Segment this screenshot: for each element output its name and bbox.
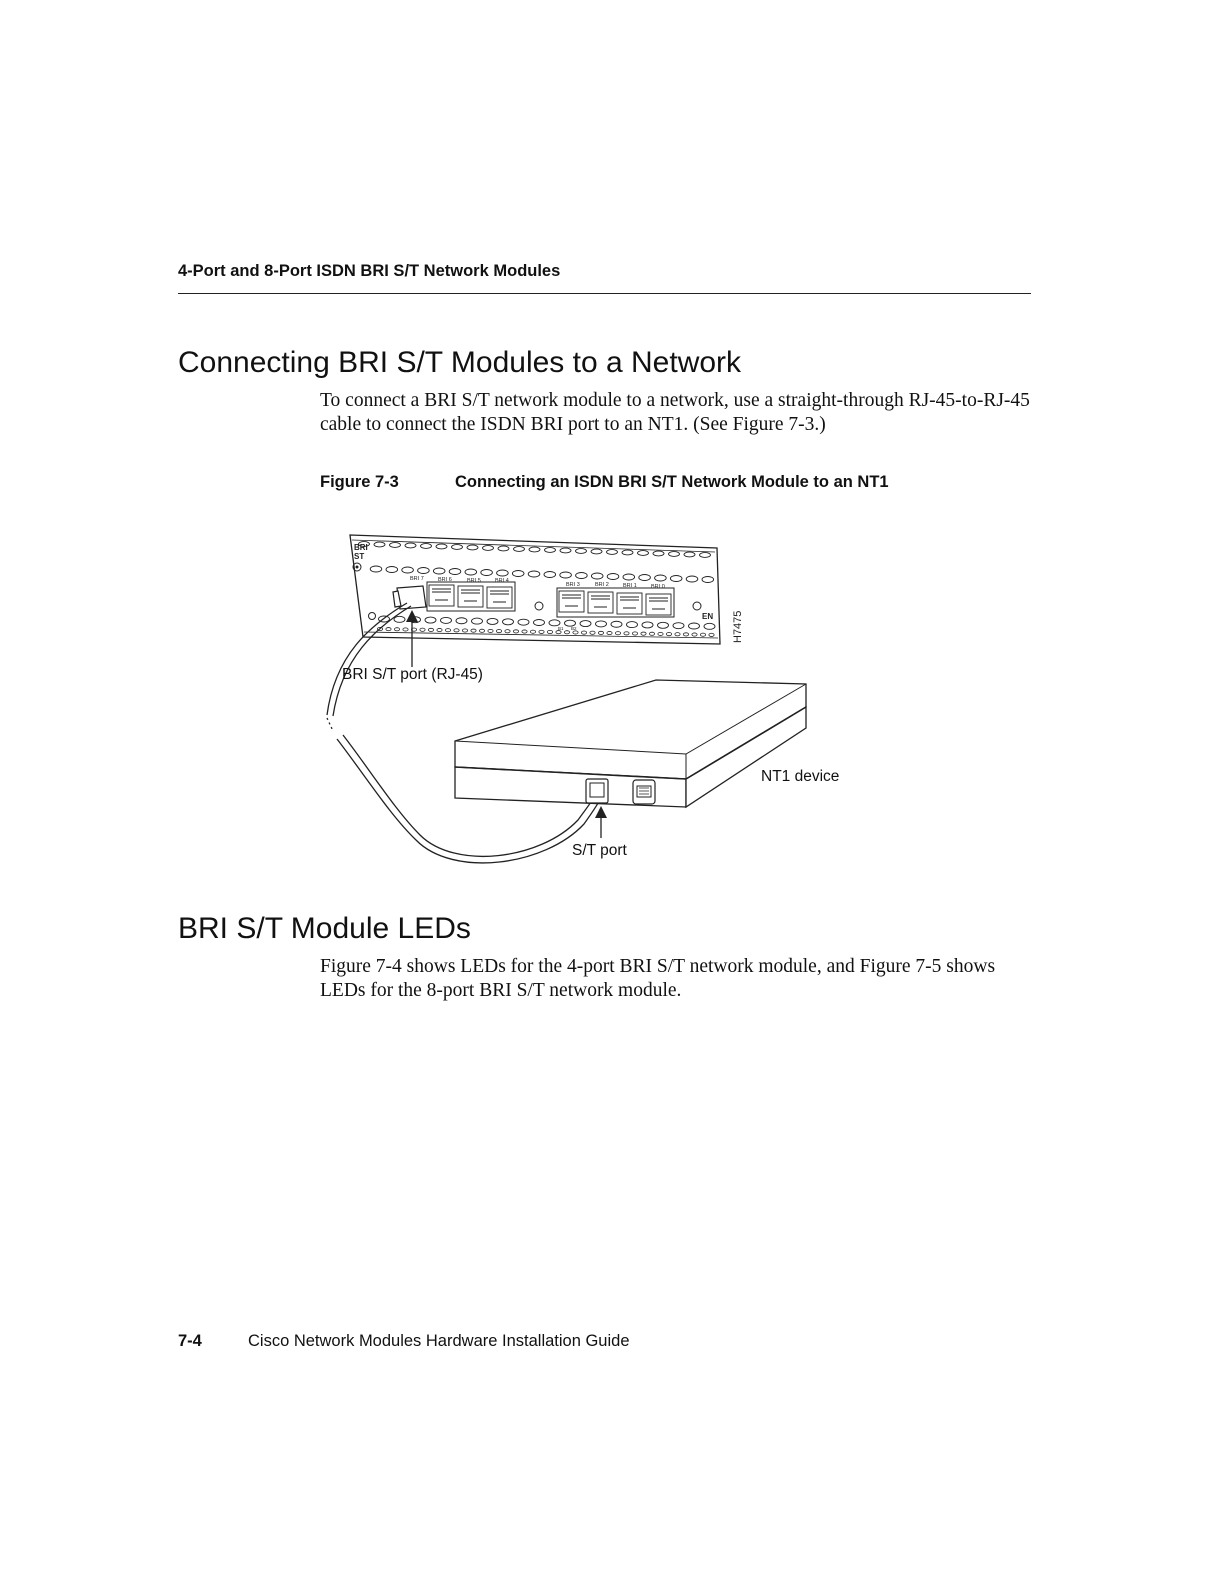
rj45-plug — [393, 586, 426, 609]
en-label: EN — [702, 612, 714, 621]
callout-nt1: NT1 device — [761, 768, 840, 785]
port-label-bri-7: BRI 7 — [410, 576, 424, 582]
section-paragraph-connecting: To connect a BRI S/T network module to a network, use a straight-through RJ-45-to-RJ-45 cable to connect the ISDN BRI port to an NT1. (See Figure 7-3.) — [320, 390, 1030, 435]
st-port-arrow — [595, 806, 607, 838]
led-label-b1: B1 — [558, 626, 564, 631]
led-label-b2: B2 — [571, 626, 577, 631]
figure-label: Figure 7-3 — [320, 473, 399, 491]
port-label-bri-0: BRI 0 — [651, 584, 665, 590]
module-label-st: ST — [354, 552, 365, 561]
figure-title: Connecting an ISDN BRI S/T Network Module to an NT1 — [455, 473, 889, 491]
nt1-device — [455, 680, 806, 807]
section-title-leds: BRI S/T Module LEDs — [178, 912, 471, 945]
port-label-bri-3: BRI 3 — [566, 582, 580, 588]
section-title-connecting: Connecting BRI S/T Modules to a Network — [178, 346, 742, 379]
port-label-bri-6: BRI 6 — [438, 577, 452, 583]
port-label-bri-1: BRI 1 — [623, 583, 637, 589]
running-header: 4-Port and 8-Port ISDN BRI S/T Network Modules — [178, 262, 561, 280]
port-label-bri-2: BRI 2 — [595, 582, 609, 588]
footer-book-title: Cisco Network Modules Hardware Installation Guide — [248, 1332, 630, 1350]
callout-st-port: S/T port — [572, 842, 627, 859]
section-paragraph-leds: Figure 7-4 shows LEDs for the 4-port BRI S/T network module, and Figure 7-5 shows LEDs for the 8-port BRI S/T network module. — [320, 956, 996, 1001]
port-label-bri-4: BRI 4 — [495, 578, 509, 584]
page-number: 7-4 — [178, 1332, 202, 1350]
port-label-bri-5: BRI 5 — [467, 578, 481, 584]
module-label-bri: BRI — [354, 543, 368, 552]
figure-id: H7475 — [732, 610, 744, 643]
callout-bri-port: BRI S/T port (RJ-45) — [342, 666, 483, 683]
